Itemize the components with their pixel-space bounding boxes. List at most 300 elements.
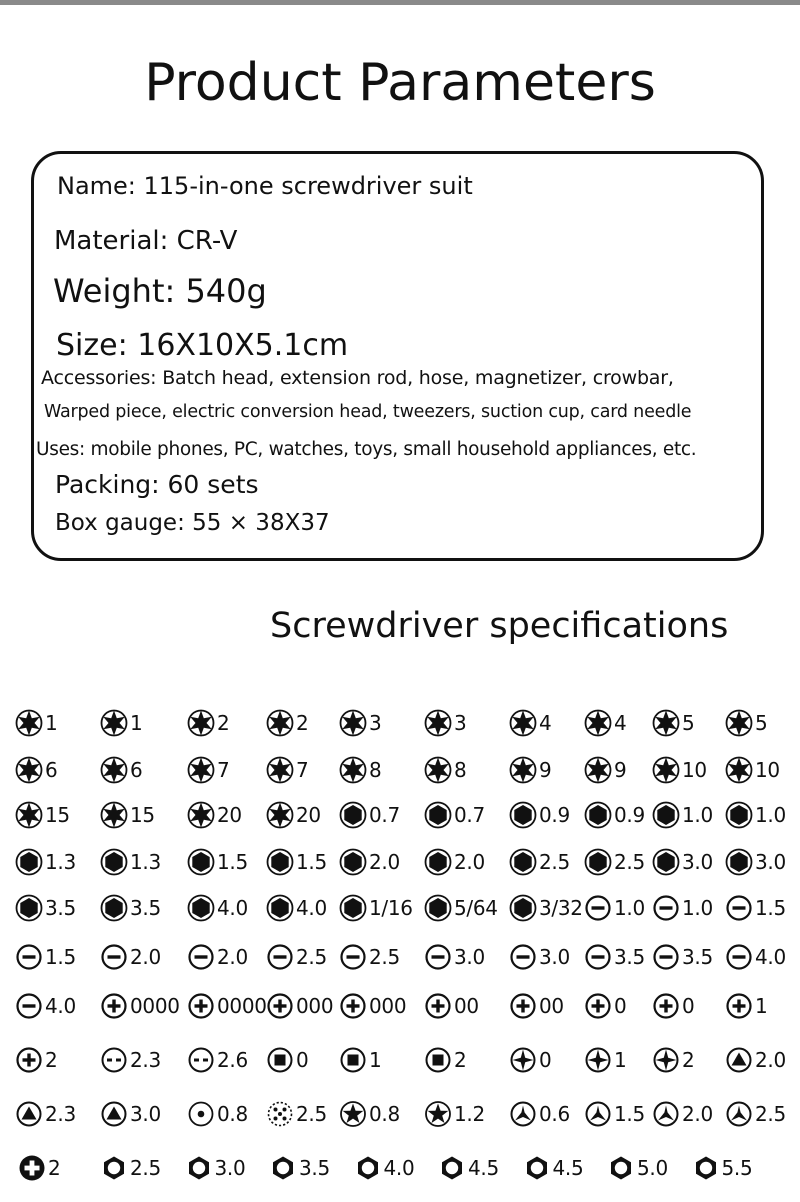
split-slot-icon [187, 1046, 215, 1074]
bit-spec-item [424, 893, 498, 923]
bit-size-label: 2 [682, 1048, 695, 1072]
bit-size-label: 1.5 [45, 945, 76, 969]
bit-spec-item [725, 942, 786, 972]
bit-spec-item [725, 893, 786, 923]
bit-size-label: 0.9 [539, 803, 570, 827]
bit-spec-item [269, 1153, 330, 1183]
torx-star-icon [187, 709, 215, 737]
bit-spec-item [15, 800, 70, 830]
bit-spec-item [339, 847, 400, 877]
bit-size-label: 4.0 [383, 1156, 415, 1180]
bit-spec-item [424, 708, 466, 738]
hex-nut-icon [438, 1154, 466, 1182]
phillips-cross-icon [584, 992, 612, 1020]
slotted-minus-icon [584, 894, 612, 922]
hex-socket-icon [100, 894, 128, 922]
bit-size-label: 4 [614, 711, 627, 735]
single-dot-icon [187, 1100, 215, 1128]
bit-spec-item [100, 708, 142, 738]
bit-size-label: 000 [369, 994, 407, 1018]
bit-size-label: 2.0 [130, 945, 161, 969]
bit-size-label: 0.6 [539, 1102, 570, 1126]
page-title: Product Parameters [144, 53, 656, 113]
phillips-cross-icon [266, 992, 294, 1020]
hex-nut-icon [354, 1154, 382, 1182]
bit-size-label: 0000 [130, 994, 180, 1018]
bit-size-label: 3.5 [682, 945, 713, 969]
bit-spec-item [509, 1099, 570, 1129]
hex-socket-icon [424, 848, 452, 876]
hex-socket-icon [509, 894, 537, 922]
bit-size-label: 0.8 [217, 1102, 248, 1126]
bit-size-label: 1.5 [296, 850, 327, 874]
bit-spec-item [266, 942, 327, 972]
bit-spec-item [339, 708, 381, 738]
bit-size-label: 2.0 [369, 850, 400, 874]
hex-socket-icon [584, 801, 612, 829]
split-slot-icon [100, 1046, 128, 1074]
bit-size-label: 3/32 [539, 896, 583, 920]
param-box-gauge: Box gauge: 55 × 38X37 [55, 510, 330, 536]
bit-spec-item [100, 991, 180, 1021]
bit-size-label: 1 [614, 1048, 627, 1072]
pozidriv-cross-icon [652, 1046, 680, 1074]
bit-size-label: 1.3 [45, 850, 76, 874]
bit-spec-item [100, 893, 161, 923]
bit-spec-item [100, 1099, 161, 1129]
hex-socket-icon [339, 894, 367, 922]
five-dot-icon [266, 1100, 294, 1128]
bit-size-label: 0.8 [369, 1102, 400, 1126]
bit-size-label: 4.5 [468, 1156, 499, 1180]
torx-star-icon [339, 709, 367, 737]
hex-socket-icon [15, 894, 43, 922]
param-size: Size: 16X10X5.1cm [56, 328, 349, 363]
bit-size-label: 9 [614, 758, 627, 782]
bit-spec-item [339, 991, 406, 1021]
bit-size-label: 0 [614, 994, 627, 1018]
bit-size-label: 1/16 [369, 896, 413, 920]
bit-size-label: 1 [45, 711, 58, 735]
torx-star-icon [339, 756, 367, 784]
phillips-cross-icon [509, 992, 537, 1020]
bit-spec-item [424, 755, 466, 785]
bit-size-label: 3.0 [682, 850, 713, 874]
torx-star-icon [15, 801, 43, 829]
torx-star-icon [652, 709, 680, 737]
hex-socket-icon [509, 801, 537, 829]
bit-size-label: 3.5 [299, 1156, 330, 1180]
tri-wing-icon [652, 1100, 680, 1128]
bit-size-label: 5.0 [637, 1156, 668, 1180]
bit-size-label: 0.7 [454, 803, 485, 827]
bit-size-label: 5/64 [454, 896, 498, 920]
phillips-cross-icon [15, 1046, 43, 1074]
phillips-cross-icon [187, 992, 215, 1020]
bit-size-label: 1.5 [755, 896, 786, 920]
bit-size-label: 2.0 [682, 1102, 713, 1126]
hex-socket-icon [187, 848, 215, 876]
slotted-minus-icon [15, 992, 43, 1020]
bit-size-label: 3 [454, 711, 467, 735]
bit-size-label: 2 [48, 1156, 61, 1180]
hex-socket-icon [652, 848, 680, 876]
torx-star-icon [725, 709, 753, 737]
bit-spec-item [424, 991, 479, 1021]
bit-spec-item [509, 1045, 551, 1075]
bit-spec-item [339, 1099, 400, 1129]
bit-size-label: 15 [45, 803, 70, 827]
bit-size-label: 9 [539, 758, 552, 782]
bit-size-label: 8 [369, 758, 382, 782]
bit-spec-item [339, 893, 413, 923]
slotted-minus-icon [652, 943, 680, 971]
bit-spec-item [187, 893, 248, 923]
bit-spec-item [584, 755, 626, 785]
bit-spec-item [266, 708, 308, 738]
slotted-minus-icon [584, 943, 612, 971]
bit-spec-item [185, 1153, 246, 1183]
hex-socket-icon [584, 848, 612, 876]
hex-socket-icon [266, 848, 294, 876]
bit-size-label: 10 [755, 758, 780, 782]
bit-size-label: 6 [130, 758, 143, 782]
bit-size-label: 20 [217, 803, 242, 827]
bit-spec-item [424, 942, 485, 972]
bit-spec-item [15, 755, 57, 785]
bit-size-label: 0 [682, 994, 695, 1018]
bit-size-label: 5 [682, 711, 695, 735]
hex-socket-icon [652, 801, 680, 829]
bit-size-label: 2 [217, 711, 230, 735]
bit-size-label: 4.5 [552, 1156, 584, 1180]
torx-star-icon [509, 709, 537, 737]
bit-spec-item [725, 1045, 786, 1075]
bit-size-label: 000 [296, 994, 334, 1018]
bit-spec-item [509, 847, 570, 877]
bit-size-label: 2.0 [755, 1048, 786, 1072]
torx-star-icon [584, 756, 612, 784]
bit-spec-item [509, 893, 583, 923]
bit-size-label: 10 [682, 758, 707, 782]
slotted-minus-icon [424, 943, 452, 971]
torx-star-icon [266, 709, 294, 737]
bit-size-label: 0.7 [369, 803, 400, 827]
bit-size-label: 1 [130, 711, 143, 735]
bit-spec-item [339, 1045, 381, 1075]
bit-spec-item [100, 800, 155, 830]
bit-spec-item [584, 942, 645, 972]
pentalobe-star-icon [424, 1100, 452, 1128]
hex-socket-icon [339, 801, 367, 829]
tri-wing-icon [725, 1100, 753, 1128]
bit-spec-item [354, 1153, 415, 1183]
bit-spec-item [523, 1153, 584, 1183]
bit-spec-item [438, 1153, 499, 1183]
bit-spec-item [266, 1099, 327, 1129]
torx-star-icon [187, 801, 215, 829]
bit-spec-item [339, 755, 381, 785]
bit-spec-item [652, 755, 707, 785]
bit-size-label: 1 [369, 1048, 382, 1072]
param-packing: Packing: 60 sets [55, 470, 259, 499]
bit-spec-item [100, 1045, 161, 1075]
torx-star-icon [15, 709, 43, 737]
bit-size-label: 2.5 [130, 1156, 161, 1180]
bit-size-label: 0.9 [614, 803, 645, 827]
bit-spec-item [652, 800, 713, 830]
hex-nut-icon [269, 1154, 297, 1182]
pozidriv-cross-icon [584, 1046, 612, 1074]
bit-size-label: 2.5 [296, 945, 327, 969]
bit-size-label: 3.5 [614, 945, 645, 969]
bit-size-label: 2.5 [539, 850, 570, 874]
bit-size-label: 3.0 [214, 1156, 246, 1180]
slotted-minus-icon [339, 943, 367, 971]
tri-wing-icon [509, 1100, 537, 1128]
bit-spec-item [187, 847, 248, 877]
bit-spec-item [266, 893, 327, 923]
bit-spec-item [652, 942, 713, 972]
bit-spec-item [187, 800, 242, 830]
hex-socket-icon [187, 894, 215, 922]
bit-spec-item [725, 755, 780, 785]
bit-size-label: 3.0 [130, 1102, 161, 1126]
bit-size-label: 2.6 [217, 1048, 248, 1072]
bit-spec-item [652, 1045, 694, 1075]
bit-spec-item [584, 847, 645, 877]
bit-spec-item [424, 847, 485, 877]
bit-spec-item [725, 1099, 786, 1129]
param-material: Material: CR-V [54, 226, 238, 256]
hex-nut-icon [100, 1154, 128, 1182]
slotted-minus-icon [725, 894, 753, 922]
bit-spec-item [725, 708, 767, 738]
hex-nut-icon [607, 1154, 635, 1182]
bit-spec-item [100, 942, 161, 972]
bit-spec-item [266, 991, 333, 1021]
bit-spec-item [15, 991, 76, 1021]
bit-spec-item [187, 991, 267, 1021]
triangle-icon [15, 1100, 43, 1128]
hex-socket-icon [725, 801, 753, 829]
bit-size-label: 1.3 [130, 850, 161, 874]
bit-spec-item [652, 708, 694, 738]
bit-spec-item [339, 942, 400, 972]
hex-socket-icon [100, 848, 128, 876]
torx-star-icon [100, 709, 128, 737]
bit-size-label: 00 [454, 994, 479, 1018]
solid-cross-icon [18, 1154, 46, 1182]
param-name: Name: 115-in-one screwdriver suit [57, 172, 473, 200]
bit-size-label: 15 [130, 803, 155, 827]
bit-spec-item [424, 800, 485, 830]
bit-size-label: 3.0 [539, 945, 570, 969]
bit-size-label: 2.5 [614, 850, 645, 874]
bit-size-label: 2.3 [130, 1048, 161, 1072]
hex-socket-icon [424, 801, 452, 829]
bit-size-label: 4 [539, 711, 552, 735]
square-socket-icon [424, 1046, 452, 1074]
bit-spec-item [509, 755, 551, 785]
bit-size-label: 3.0 [755, 850, 786, 874]
bit-size-label: 0000 [217, 994, 267, 1018]
bit-size-label: 0 [296, 1048, 309, 1072]
torx-star-icon [725, 756, 753, 784]
slotted-minus-icon [100, 943, 128, 971]
bit-size-label: 1.5 [614, 1102, 645, 1126]
slotted-minus-icon [266, 943, 294, 971]
bit-size-label: 3.0 [454, 945, 485, 969]
bit-size-label: 2 [296, 711, 309, 735]
bit-spec-item [339, 800, 400, 830]
hex-nut-icon [185, 1154, 213, 1182]
bit-spec-item [652, 1099, 713, 1129]
param-accessories-line2: Warped piece, electric conversion head, tweezers, suction cup, card needle [44, 402, 692, 422]
bit-size-label: 1.5 [217, 850, 248, 874]
bit-spec-item [187, 1099, 248, 1129]
square-socket-icon [339, 1046, 367, 1074]
bit-size-label: 4.0 [217, 896, 248, 920]
square-socket-icon [266, 1046, 294, 1074]
bit-spec-item [509, 800, 570, 830]
bit-spec-item [652, 991, 694, 1021]
phillips-cross-icon [652, 992, 680, 1020]
param-accessories-line1: Accessories: Batch head, extension rod, hose, magnetizer, crowbar, [41, 367, 674, 389]
bit-size-label: 0 [539, 1048, 552, 1072]
triangle-icon [100, 1100, 128, 1128]
bit-spec-item [725, 800, 786, 830]
bit-spec-item [584, 1045, 626, 1075]
bit-size-label: 1 [755, 994, 768, 1018]
torx-star-icon [187, 756, 215, 784]
phillips-cross-icon [339, 992, 367, 1020]
bit-size-label: 5.5 [721, 1156, 753, 1180]
hex-socket-icon [424, 894, 452, 922]
bit-size-label: 7 [296, 758, 309, 782]
bit-size-label: 7 [217, 758, 230, 782]
bit-size-label: 1.2 [454, 1102, 485, 1126]
triangle-icon [725, 1046, 753, 1074]
bit-spec-item [15, 847, 76, 877]
bit-size-label: 2.5 [369, 945, 400, 969]
hex-socket-icon [15, 848, 43, 876]
spec-title: Screwdriver specifications [270, 606, 729, 646]
bit-size-label: 4.0 [755, 945, 786, 969]
torx-star-icon [652, 756, 680, 784]
bit-spec-item [187, 708, 229, 738]
hex-socket-icon [339, 848, 367, 876]
pentalobe-star-icon [339, 1100, 367, 1128]
bit-size-label: 1.0 [682, 896, 713, 920]
bit-spec-item [424, 1099, 485, 1129]
slotted-minus-icon [15, 943, 43, 971]
bit-size-label: 00 [539, 994, 564, 1018]
phillips-cross-icon [424, 992, 452, 1020]
bit-size-label: 20 [296, 803, 321, 827]
bit-spec-item [100, 755, 142, 785]
bit-size-label: 2.5 [755, 1102, 786, 1126]
phillips-cross-icon [725, 992, 753, 1020]
bit-spec-item [509, 708, 551, 738]
torx-star-icon [266, 801, 294, 829]
slotted-minus-icon [187, 943, 215, 971]
bit-spec-item [15, 1045, 57, 1075]
bit-spec-item [266, 847, 327, 877]
bit-spec-item [15, 893, 76, 923]
bit-size-label: 3.5 [45, 896, 76, 920]
torx-star-icon [584, 709, 612, 737]
torx-star-icon [424, 709, 452, 737]
torx-star-icon [509, 756, 537, 784]
bit-size-label: 4.0 [45, 994, 76, 1018]
slotted-minus-icon [509, 943, 537, 971]
bit-size-label: 2 [45, 1048, 58, 1072]
bit-spec-item [266, 1045, 308, 1075]
torx-star-icon [100, 801, 128, 829]
bit-spec-item [652, 893, 713, 923]
param-weight: Weight: 540g [53, 272, 267, 310]
tri-wing-icon [584, 1100, 612, 1128]
torx-star-icon [424, 756, 452, 784]
bit-spec-item [187, 1045, 248, 1075]
bit-spec-item [187, 755, 229, 785]
bit-size-label: 3.5 [130, 896, 161, 920]
bit-spec-item [509, 991, 564, 1021]
param-uses: Uses: mobile phones, PC, watches, toys, small household appliances, etc. [36, 439, 697, 460]
bit-size-label: 1.0 [755, 803, 786, 827]
bit-spec-item [725, 991, 767, 1021]
torx-star-icon [266, 756, 294, 784]
bit-size-label: 5 [755, 711, 768, 735]
bit-spec-item [100, 1153, 161, 1183]
bit-spec-item [725, 847, 786, 877]
phillips-cross-icon [100, 992, 128, 1020]
hex-socket-icon [509, 848, 537, 876]
bit-spec-item [18, 1153, 60, 1183]
bit-size-label: 6 [45, 758, 58, 782]
pozidriv-cross-icon [509, 1046, 537, 1074]
bit-spec-item [584, 1099, 645, 1129]
bit-spec-item [15, 708, 57, 738]
bit-spec-item [266, 800, 321, 830]
slotted-minus-icon [725, 943, 753, 971]
torx-star-icon [100, 756, 128, 784]
bit-spec-item [424, 1045, 466, 1075]
bit-size-label: 1.0 [682, 803, 713, 827]
hex-socket-icon [266, 894, 294, 922]
torx-star-icon [15, 756, 43, 784]
bit-size-label: 2.5 [296, 1102, 327, 1126]
bit-size-label: 3 [369, 711, 382, 735]
bit-spec-item [187, 942, 248, 972]
bit-size-label: 2.3 [45, 1102, 76, 1126]
bit-spec-item [652, 847, 713, 877]
bit-spec-item [100, 847, 161, 877]
bit-size-label: 2.0 [217, 945, 248, 969]
slotted-minus-icon [652, 894, 680, 922]
bit-spec-item [584, 800, 645, 830]
bit-spec-item [692, 1153, 753, 1183]
hex-nut-icon [523, 1154, 551, 1182]
bit-size-label: 8 [454, 758, 467, 782]
bit-spec-item [607, 1153, 668, 1183]
bit-spec-item [584, 708, 626, 738]
bit-spec-item [509, 942, 570, 972]
bit-spec-item [15, 942, 76, 972]
bit-spec-item [584, 893, 645, 923]
bit-size-label: 1.0 [614, 896, 645, 920]
